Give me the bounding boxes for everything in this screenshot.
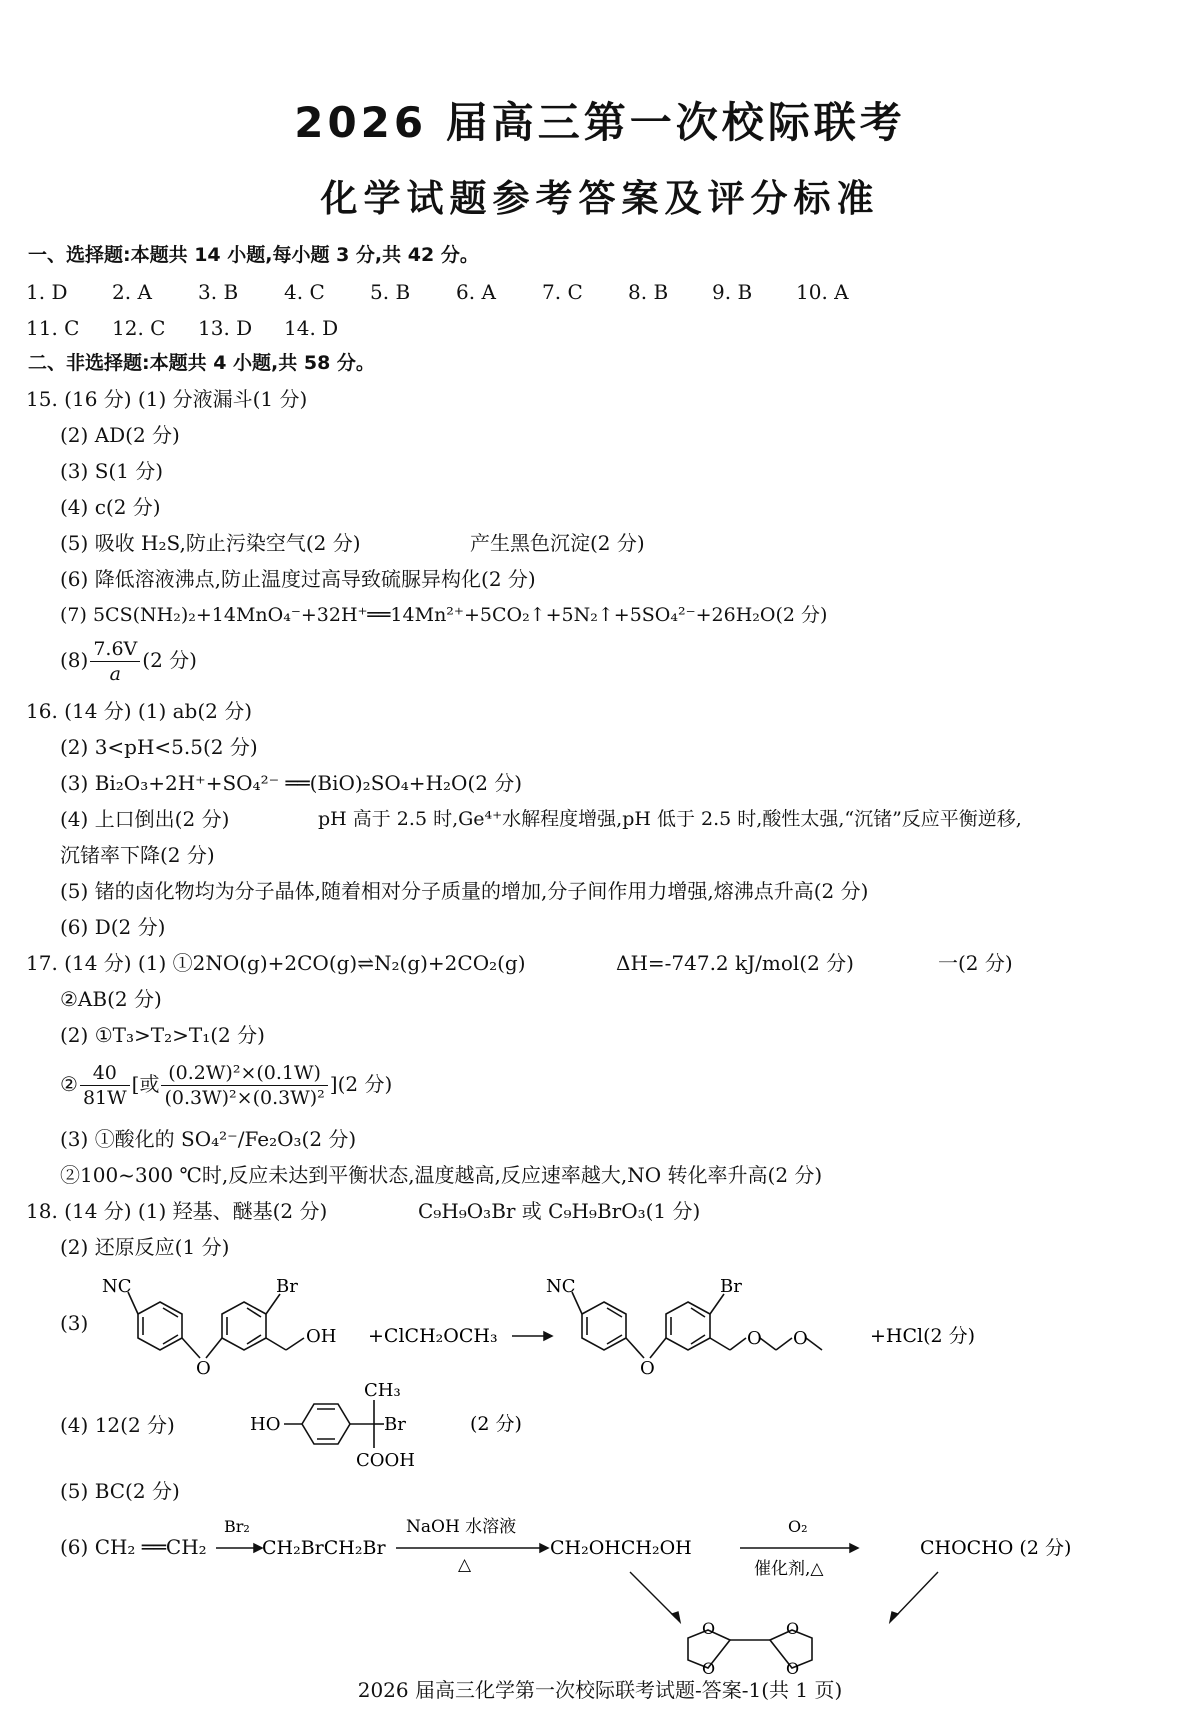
benzene-ring [222, 1302, 266, 1350]
fraction [161, 1061, 327, 1110]
reaction-arrow [512, 1332, 552, 1340]
q16-line: (2) 3<pH<5.5(2 分) [60, 735, 258, 759]
product3: CHOCHO (2 分) [920, 1537, 1072, 1559]
product-structure [572, 1292, 822, 1358]
mc-answer: 1. D [26, 280, 68, 304]
catalyst-label: 催化剂,△ [754, 1559, 824, 1579]
q16-line: (3) Bi₂O₃+2H⁺+SO₄²⁻ ══(BiO)₂SO₄+H₂O(2 分) [60, 771, 523, 795]
q16-line: 沉锗率下降(2 分) [60, 843, 215, 867]
mc-answer: 4. C [284, 280, 325, 304]
mc-answer: 7. C [542, 280, 583, 304]
product2: CH₂OHCH₂OH [550, 1537, 692, 1559]
reagent-naoh: NaOH 水溶液 [406, 1517, 517, 1537]
fraction-denominator: (0.3W)²×(0.3W)² [164, 1087, 325, 1109]
o-label: O [793, 1328, 808, 1349]
q15-line: (6) 降低溶液沸点,防止温度过高导致硫脲异构化(2 分) [60, 567, 536, 591]
page-title: 2026 届高三第一次校际联考 [294, 98, 906, 147]
o-label: O [702, 1619, 716, 1638]
q18-line: (4) 12(2 分) [60, 1413, 175, 1437]
benzene-ring [666, 1302, 710, 1350]
mc-answer: 11. C [26, 316, 80, 340]
q15-line: (2) AD(2 分) [60, 423, 180, 447]
q18-synthesis-route [210, 1506, 1200, 1676]
o-label: O [786, 1619, 800, 1638]
q16-line: pH 高于 2.5 时,Ge⁴⁺水解程度增强,pH 低于 2.5 时,酸性太强,“沉锗”反应平衡逆移, [318, 808, 1022, 830]
product-tail: +HCl(2 分) [870, 1325, 976, 1347]
page-subtitle: 化学试题参考答案及评分标准 [320, 177, 880, 220]
bond [776, 1338, 792, 1350]
fraction [80, 1061, 130, 1110]
ho-label: HO [250, 1414, 281, 1435]
fraction-numerator: (0.2W)²×(0.1W) [161, 1061, 327, 1086]
reaction-arrow [216, 1544, 262, 1552]
benzene-ring [138, 1302, 182, 1350]
score-label: (2 分) [470, 1413, 522, 1435]
q15-equation: (7) 5CS(NH₂)₂+14MnO₄⁻+32H⁺══14Mn²⁺+5CO₂↑+5N₂↑+5SO₄²⁻+26H₂O(2 分) [60, 604, 828, 626]
mc-answer: 5. B [370, 280, 411, 304]
q17-line: ②100~300 ℃时,反应未达到平衡状态,温度越高,反应速率越大,NO 转化率升高(2 分) [60, 1163, 823, 1187]
bond [760, 1338, 776, 1350]
q17-l4-suffix: ](2 分) [329, 1072, 393, 1096]
q18-reaction-diagram [100, 1262, 1200, 1382]
reactant-structure [128, 1292, 304, 1358]
bond [626, 1338, 644, 1358]
bond [730, 1338, 746, 1350]
nc-label: NC [102, 1276, 132, 1297]
q18-line: 18. (14 分) (1) 羟基、醚基(2 分) [26, 1199, 328, 1223]
o-label: O [702, 1659, 716, 1676]
q18-l6-start: (6) CH₂ ══CH₂ [60, 1535, 207, 1559]
o-label: O [196, 1358, 211, 1379]
q15-line: 产生黑色沉淀(2 分) [470, 531, 645, 555]
oh-label: OH [306, 1326, 337, 1347]
bond [206, 1338, 222, 1358]
page-footer: 2026 届高三化学第一次校际联考试题-答案-1(共 1 页) [357, 1678, 843, 1702]
q15-fraction-line [60, 632, 197, 688]
q18-line: (5) BC(2 分) [60, 1479, 180, 1503]
benzene-ring [582, 1302, 626, 1350]
bond [650, 1338, 666, 1358]
q17-line: ΔH=-747.2 kJ/mol(2 分) [616, 951, 854, 975]
fraction-numerator: 40 [80, 1061, 130, 1086]
reaction-arrow [396, 1544, 548, 1552]
nc-label: NC [546, 1276, 576, 1297]
fraction-denominator: 81W [82, 1087, 127, 1109]
bond [182, 1338, 200, 1358]
mc-answer: 13. D [198, 316, 253, 340]
reagent-label: +ClCH₂OCH₃ [368, 1325, 498, 1347]
mc-answer: 2. A [112, 280, 152, 304]
mc-answer: 8. B [628, 280, 669, 304]
ch3-label: CH₃ [364, 1380, 401, 1401]
delta-label: △ [458, 1555, 472, 1575]
bond [266, 1294, 280, 1314]
q18-line: C₉H₉O₃Br 或 C₉H₉BrO₃(1 分) [418, 1199, 701, 1223]
q16-line: (5) 锗的卤化物均为分子晶体,随着相对分子质量的增加,分子间作用力增强,熔沸点升高(2 分) [60, 879, 869, 903]
q17-l4-prefix: ② [60, 1072, 78, 1096]
benzene-ring [302, 1404, 350, 1444]
bond [286, 1338, 304, 1350]
q17-line: 一(2 分) [938, 951, 1013, 975]
q15-l8-prefix: (8) [60, 648, 89, 672]
br-label: Br [720, 1276, 742, 1297]
reagent-br2: Br₂ [224, 1517, 250, 1536]
fraction-denominator: a [109, 663, 121, 685]
q17-line: ②AB(2 分) [60, 987, 162, 1011]
q17-fraction-line [60, 1054, 392, 1114]
q18-l3-label: (3) [60, 1311, 89, 1335]
converge-arrows [630, 1572, 938, 1622]
mc-answer: 9. B [712, 280, 753, 304]
o-label: O [747, 1328, 762, 1349]
q17-l4-mid: [或 [131, 1072, 160, 1096]
mc-answer: 14. D [284, 316, 339, 340]
q15-line: 15. (16 分) (1) 分液漏斗(1 分) [26, 387, 308, 411]
q15-line: (5) 吸收 H₂S,防止污染空气(2 分) [60, 531, 361, 555]
br-label: Br [384, 1414, 406, 1435]
reaction-arrow [740, 1544, 858, 1552]
mc-answer: 3. B [198, 280, 239, 304]
fraction-numerator: 7.6V [90, 637, 140, 662]
q17-line: (3) ①酸化的 SO₄²⁻/Fe₂O₃(2 分) [60, 1127, 357, 1151]
bond [806, 1338, 822, 1350]
bond [710, 1294, 724, 1314]
q16-line: (4) 上口倒出(2 分) [60, 807, 230, 831]
q15-l8-suffix: (2 分) [142, 648, 197, 672]
section1-heading: 一、选择题:本题共 14 小题,每小题 3 分,共 42 分。 [28, 244, 479, 266]
o-label: O [640, 1358, 655, 1379]
q16-line: (6) D(2 分) [60, 915, 166, 939]
q15-line: (4) c(2 分) [60, 495, 161, 519]
q16-line: 16. (14 分) (1) ab(2 分) [26, 699, 253, 723]
mc-answer: 10. A [796, 280, 849, 304]
q17-line: 17. (14 分) (1) ①2NO(g)+2CO(g)⇌N₂(g)+2CO₂(g) [26, 951, 526, 975]
q17-line: (2) ①T₃>T₂>T₁(2 分) [60, 1023, 265, 1047]
br-label: Br [276, 1276, 298, 1297]
q15-line: (3) S(1 分) [60, 459, 164, 483]
section2-heading: 二、非选择题:本题共 4 小题,共 58 分。 [28, 352, 375, 374]
mc-answer: 6. A [456, 280, 496, 304]
mc-answer: 12. C [112, 316, 166, 340]
q18-l4-structure [250, 1380, 550, 1480]
bond [710, 1338, 730, 1350]
reagent-o2: O₂ [788, 1517, 808, 1536]
cooh-label: COOH [356, 1450, 415, 1471]
product1: CH₂BrCH₂Br [262, 1537, 386, 1559]
q18-line: (2) 还原反应(1 分) [60, 1235, 230, 1259]
fraction [90, 637, 140, 686]
o-label: O [786, 1659, 800, 1676]
bond [266, 1338, 286, 1350]
